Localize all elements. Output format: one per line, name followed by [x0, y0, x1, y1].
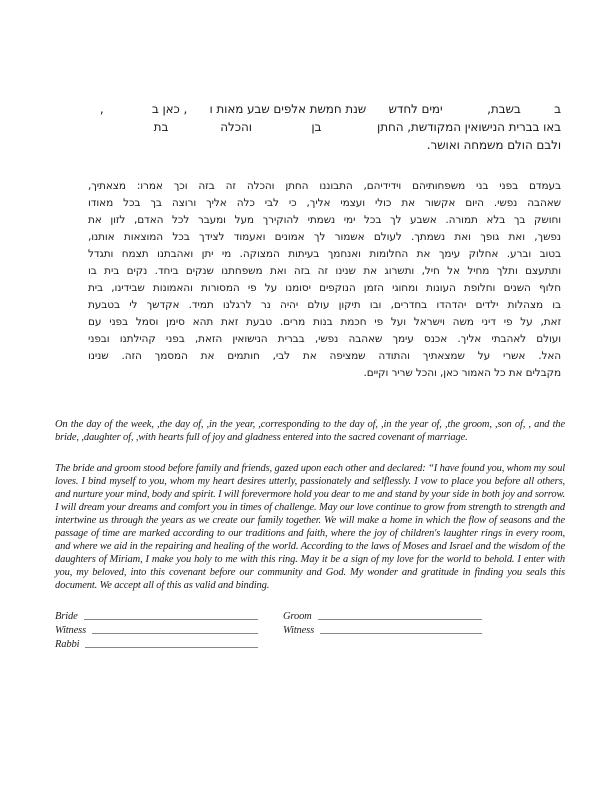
witness1-signature-line[interactable] — [92, 632, 258, 634]
hebrew-vow-line: שאהבה נפשי. היום אקשור את כולי ועצמי אליך, כי לבי כלה אליך ורוצה בך בכל מאודו — [88, 197, 561, 209]
bride-signature-line[interactable] — [84, 618, 258, 620]
bride-label: Bride — [55, 611, 78, 622]
groom-signature-line[interactable] — [318, 618, 482, 620]
rabbi-signature-cell — [55, 639, 258, 650]
signature-row — [55, 622, 565, 636]
rabbi-label: Rabbi — [55, 639, 80, 650]
hebrew-names-line: באו בברית הנישואין המקודשת, החתן בן והכלה בת — [112, 120, 561, 134]
hebrew-vow-line: ועולם לאהבתי אליך. אכנס עימך שאהבה נפשי, בברית הנישואין הזאת, בפני קהילתנו ובפני — [88, 333, 561, 345]
witness2-signature-cell — [283, 625, 482, 636]
hebrew-vow-line: בעמדם בפני בני משפחותיהם וידידיהם, התבוננו החתן והכלה זה בזה וכך אמרו: מצאתיך, — [88, 180, 561, 192]
hebrew-vow-line: ותתעצם ותלך מחיל אל חיל, ותשרוג את שנינו זה בזה ואת משפחתנו שנקים ביחד. נקים בית בו — [88, 265, 561, 277]
groom-label: Groom — [283, 611, 312, 622]
witness1-label: Witness — [55, 625, 87, 636]
signature-section — [55, 608, 565, 650]
hebrew-vow-line: בטוב וברע. אחלוק עימך את החלומות ואנחמך בעיתות המצוקה. מי יתן ואהבתנו תצמח ותגדל — [88, 248, 561, 260]
signature-row — [55, 636, 565, 650]
hebrew-vow-line: מקבלים את כל האמור כאן, והכל שריר וקיים. — [363, 367, 561, 379]
witness1-signature-cell — [55, 625, 258, 636]
hebrew-vow-line: האל. אשרי על שמצאתיך והתודה שמציפה את לבי, חותמים את המסמך הזה. שנינו — [88, 350, 561, 362]
hebrew-vows-paragraph — [88, 178, 561, 382]
witness2-label: Witness — [283, 625, 315, 636]
english-vows-paragraph: The bride and groom stood before family and friends, gazed upon each other and declared: “I have found you, whom my soul loves. I bind myself to you, whom my heart desires utterly, passionately and selflessly. I vow to place you before all others, and nurture your mind, body and spirit. I will forevermore hold you dear to me and stand by your side in both joy and sorrow. I will dream your dreams and comfort you in times of challenge. May our love continue to grow from strength to strength and intertwine us through the years as we create our family together. We will make a home in which the flow of seasons and the passage of time are marked according to our traditions and faith, where the joy of children's laughter rings in every room, and where we aid in the repairing and healing of the world. According to the laws of Moses and Israel and the wisdom of the daughters of Miriam, I make you holy to me with this ring. May it be a sign of my love for the world to behold. I enter with you, my beloved, into this covenant before our community and God. My wonder and gratitude in finding you seals this document. We accept all of this as valid and binding. — [55, 463, 566, 591]
signature-row — [55, 608, 565, 622]
hebrew-vow-line: זאת, על פי דיני משה וישראל ועל פי חכמת בנות מרים. טבעת זאת תהא סימן וסמל בפני עם — [88, 316, 561, 328]
bride-signature-cell — [55, 611, 258, 622]
hebrew-header-section — [40, 0, 561, 154]
rabbi-signature-line[interactable] — [85, 646, 258, 648]
hebrew-hearts-line: ולבם הולם משמחה ואושר. — [426, 138, 561, 152]
witness2-signature-line[interactable] — [320, 632, 482, 634]
hebrew-vow-line: וחושק בך בלא תמורה. אשבע לך בכל ימי נשמתי להוקירך מעל ומעבר לכל האדם, לזון את — [88, 214, 561, 226]
hebrew-vow-line: בו מצהלות ילדים יהדהדו בחדרים, ובו תיקון עולם יהיה נר לרגלנו תמיד. אקדשך לי בטבעת — [88, 299, 561, 311]
hebrew-date-line: ב בשבת, ימים לחדש שנת חמשת אלפים שבע מאות ו , כאן ב , — [99, 102, 561, 116]
hebrew-vow-line: חלוף השנים וחלופת העונות ומחוגי הזמן הנוקפים יסומנו על פי המסורות והאמונות שבידינו, בית — [88, 282, 561, 294]
groom-signature-cell — [283, 611, 482, 622]
hebrew-vow-line: נפשך, ואת גופך ואת נשמתך. לעולם אשמור לך אמונים ואעמוד לצידך בכל המוצאות אותנו, — [88, 231, 561, 243]
english-date-paragraph: On the day of the week, ,the day of, ,in the year, ,corresponding to the day of, ,in the year of, ,the groom, ,son of, , and the bride, ,daughter of, ,with hearts full of joy and gladness entered into the sacred covenant of marriage. — [55, 419, 565, 443]
